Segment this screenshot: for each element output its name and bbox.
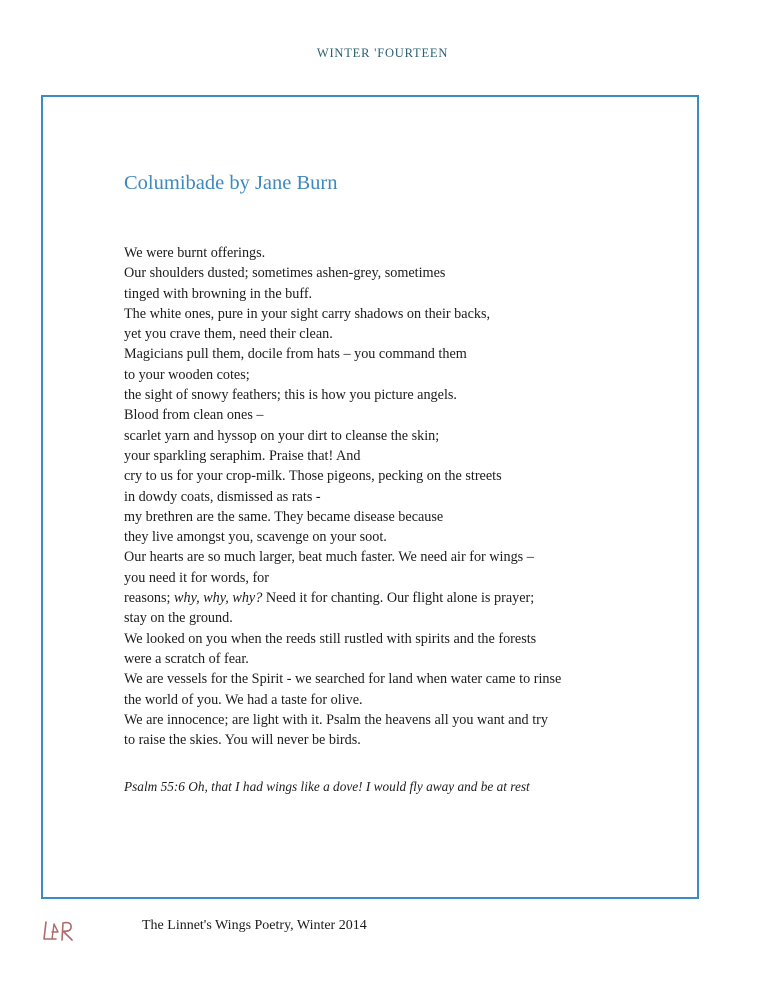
poem-line: tinged with browning in the buff. [124,285,313,302]
poem-title: Columibade by Jane Burn [124,172,338,194]
poem-line: they live amongst you, scavenge on your soot. [124,529,387,546]
publisher-logo [40,918,86,944]
epigraph: Psalm 55:6 Oh, that I had wings like a dove! I would fly away and be at rest [124,779,530,794]
poem-line: Our shoulders dusted; sometimes ashen-grey, sometimes [124,265,446,282]
poem-line: stay on the ground. [124,610,233,627]
poem-line: the world of you. We had a taste for olive. [124,691,363,708]
poem-line: We are innocence; are light with it. Psalm the heavens all you want and try [124,711,548,728]
poem-line-italic: why, why, why? [174,590,263,607]
poem-line: Our hearts are so much larger, beat much faster. We need air for wings – [124,549,534,566]
poem-line-end: Need it for chanting. Our flight alone is prayer; [265,590,535,607]
poem-body [124,243,561,750]
poem-line: We looked on you when the reeds still rustled with spirits and the forests [124,630,537,647]
poem-line: were a scratch of fear. [124,650,249,667]
poem-line: the sight of snowy feathers; this is how you picture angels. [124,387,457,404]
poem-line: The white ones, pure in your sight carry shadows on their backs, [124,305,491,322]
poem-line: scarlet yarn and hyssop on your dirt to cleanse the skin; [124,427,440,444]
poem-line: Blood from clean ones – [124,407,264,424]
poem-line: to raise the skies. You will never be birds. [124,732,361,749]
running-head: WINTER 'FOURTEEN [316,46,449,60]
poem-line: my brethren are the same. They became disease because [124,508,444,525]
poem-line: in dowdy coats, dismissed as rats - [124,488,321,505]
poem-line: yet you crave them, need their clean. [124,326,333,343]
poem-line: Magicians pull them, docile from hats – you command them [124,346,467,363]
poem-line: to your wooden cotes; [124,366,250,383]
poem-line: We are vessels for the Spirit - we searched for land when water came to rinse [124,671,562,688]
poem-line: We were burnt offerings. [124,245,266,261]
poem-line: cry to us for your crop-milk. Those pigeons, pecking on the streets [124,468,502,485]
poem-line: your sparkling seraphim. Praise that! And [124,447,361,464]
poem-line-start: reasons; [124,590,171,607]
poem-line: you need it for words, for [124,569,269,586]
footer-text: The Linnet's Wings Poetry, Winter 2014 [142,918,367,933]
poem-line-mixed [124,588,561,608]
